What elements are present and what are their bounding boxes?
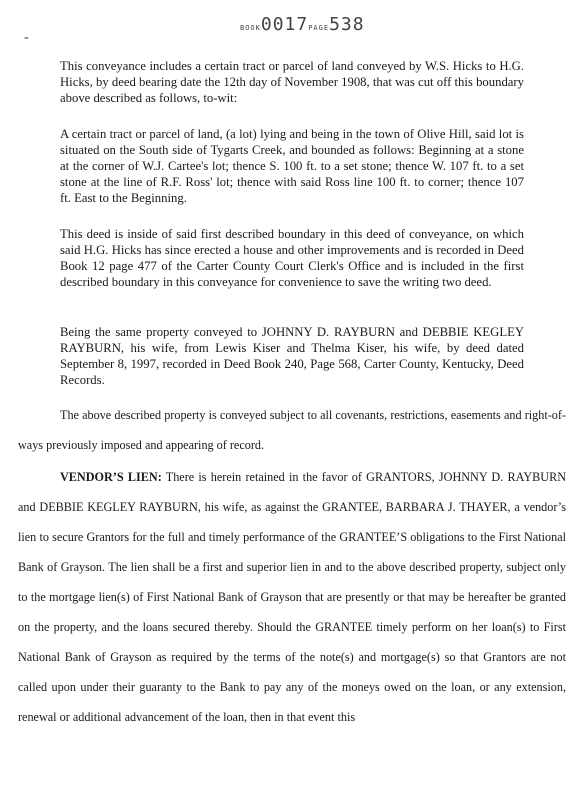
vendors-lien-heading: VENDOR’S LIEN: (60, 470, 162, 484)
book-number: 0017 (260, 14, 309, 35)
paragraph-conveyance-includes: This conveyance includes a certain tract or parcel of land conveyed by W.S. Hicks to H.G. Hicks, by deed bearing date the 12th day of November 1908, that was cut off this boundary above described as follows, to-wit: (60, 59, 524, 105)
paragraph-subject-to-covenants (18, 400, 566, 460)
book-label: BOOK (240, 24, 261, 32)
covenants-text: The above described property is conveyed subject to all covenants, restrictions, easements and right-of-ways previously imposed and appearing of record. (18, 408, 566, 452)
page-label: PAGE (308, 24, 330, 32)
paragraph-lot-description: A certain tract or parcel of land, (a lot) lying and being in the town of Olive Hill, said lot is situated on the South side of Tygarts Creek, and bounded as follows: Beginning at a stone at the corner of W.J. Cartee's lot; thence S. 100 ft. to a set stone; thence W. 107 ft. to a set stone at the line of R.F. Ross' lot; thence with said Ross line 100 ft. to corner; thence 107 ft. East to the Beginning. (60, 127, 524, 205)
paragraph-same-property: Being the same property conveyed to JOHNNY D. RAYBURN and DEBBIE KEGLEY RAYBURN, his wife, from Lewis Kiser and Thelma Kiser, his wife, by deed dated September 8, 1997, recorded in Deed Book 240, Page 568, Carter County, Kentucky, Deed Records. (60, 325, 524, 387)
paragraph-inside-boundary: This deed is inside of said first described boundary in this deed of conveyance, on which said H.G. Hicks has since erected a house and other improvements and is recorded in Deed Book 12 page 477 of the Carter County Court Clerk's Office and is included in the first described boundary in this conveyance for convenience to save the writing two deed. (60, 227, 524, 289)
vendors-lien-body: There is herein retained in the favor of GRANTORS, JOHNNY D. RAYBURN and DEBBIE KEGLEY RAYBURN, his wife, as against the GRANTEE, BARBARA J. THAYER, a vendor’s lien to secure Grantors for the full and timely performance of the GRANTEE’S obligations to the First National Bank of Grayson. The lien shall be a first and superior lien in and to the above described property, subject only to the mortgage lien(s) of First National Bank of Grayson that are presently or that may be hereafter be granted on the property, and the loans secured thereby. Should the GRANTEE timely perform on her loan(s) to First National Bank of Grayson as required by the terms of the note(s) and mortgage(s) so that Grantors are not called upon under their guaranty to the Bank to pay any of the moneys owed on the loan, or any extension, renewal or additional advancement of the loan, then in that event this (18, 470, 566, 724)
margin-mark: - (24, 30, 29, 45)
paragraph-vendors-lien (18, 462, 566, 732)
book-page-stamp (240, 14, 365, 35)
page-number: 538 (329, 14, 365, 35)
